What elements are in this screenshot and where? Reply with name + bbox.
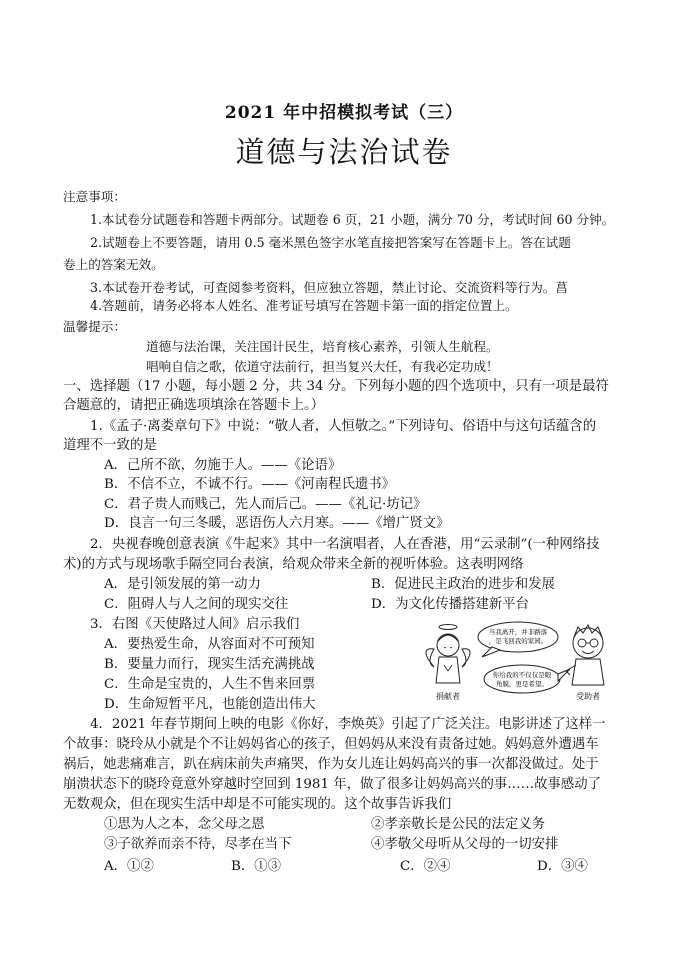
- recipient-figure-icon: [566, 625, 604, 685]
- notice-item-3: 3.本试卷开卷考试，可查阅参考资料，但应独立答题，禁止讨论、交流资料等行为。菖: [90, 280, 568, 295]
- angel-figure-icon: [426, 625, 470, 684]
- cartoon-label-recipient: 受助者: [576, 692, 600, 701]
- q2-option-c[interactable]: C．阻碍人与人之间的现实交往: [104, 597, 289, 612]
- q4-option-c[interactable]: C．②④: [400, 859, 451, 874]
- q2-option-a[interactable]: A．是引领发展的第一动力: [104, 577, 261, 592]
- q1-stem-line-1: 1.《孟子·离娄章句下》中说：“敬人者，人恒敬之。”下列诗句、俗语中与这句话蕴含的: [90, 419, 597, 434]
- q4-option-b[interactable]: B．①③: [231, 859, 282, 874]
- q4-stem-line-1: 4．2021 年春节期间上映的电影《你好，李焕英》引起了广泛关注。电影讲述了这样一: [90, 717, 606, 732]
- cartoon-bubble-bottom-line-2: 角膜，更是希望。: [496, 680, 548, 688]
- q1-option-b[interactable]: B．不信不立，不诚不行。——《河南程氏遗书》: [104, 477, 396, 492]
- cartoon-bubble-top-line-2: ，是飞回我的家园。: [488, 637, 548, 645]
- q4-option-a[interactable]: A．①②: [104, 859, 154, 874]
- cartoon-bubble-bottom-line-1: 你给我的不仅仅是眼: [492, 671, 552, 679]
- subject-title: 道德与法治试卷: [235, 135, 453, 169]
- cartoon-label-donor: 捐献者: [436, 692, 460, 701]
- q4-statement-2: ②孝亲敬长是公民的法定义务: [371, 817, 546, 832]
- angel-cartoon-image: [420, 619, 615, 709]
- section-heading-line-1: 一、选择题（17 小题，每小题 2 分，共 34 分。下列每小题的四个选项中，只有一项是最符: [63, 379, 609, 394]
- notice-item-2-cont: 卷上的答案无效。: [63, 257, 164, 272]
- q1-option-a[interactable]: A．己所不欲，勿施于人。——《论语》: [104, 458, 342, 473]
- tips-line-1: 道德与法治课，关注国计民生，培育核心素养，引领人生航程。: [146, 339, 499, 354]
- q3-option-a[interactable]: A．要热爱生命，从容面对不可预知: [104, 637, 315, 652]
- q4-stem-line-3: 祸后，她悲痛难言，趴在病床前失声痛哭，作为女儿连让妈妈高兴的事一次都没做过。处于: [63, 757, 599, 772]
- q4-stem-line-2: 个故事：晓玲从小就是个不让妈妈省心的孩子，但妈妈从来没有责备过她。妈妈意外遭遇车: [63, 737, 599, 752]
- q4-option-d[interactable]: D．③④: [537, 859, 588, 874]
- q2-stem-line-1: 2．央视春晚创意表演《牛起来》其中一名演唱者，人在香港，用“云录制”(一种网络技: [90, 537, 600, 552]
- tips-heading: 温馨提示：: [63, 319, 126, 334]
- q4-stem-line-5: 无数观众，但在现实生活中却是不可能实现的。这个故事告诉我们: [63, 797, 452, 812]
- notice-heading: 注意事项：: [63, 189, 126, 204]
- q1-stem-line-2: 道理不一致的是: [63, 438, 157, 453]
- q2-option-d[interactable]: D．为文化传播搭建新平台: [371, 597, 530, 612]
- q1-option-d[interactable]: D．良言一句三冬暖，恶语伤人六月寒。——《增广贤文》: [104, 516, 450, 531]
- section-heading-line-2: 合题意的，请把正确选项填涂在答题卡上。）: [63, 398, 325, 413]
- q2-option-b[interactable]: B．促进民主政治的进步和发展: [371, 577, 555, 592]
- notice-item-1: 1.本试卷分试题卷和答题卡两部分。试题卷 6 页，21 小题，满分 70 分，考试时间 60 分钟。: [90, 212, 615, 227]
- q3-option-b[interactable]: B．要量力而行，现实生活充满挑战: [104, 657, 315, 672]
- q4-stem-line-4: 崩溃状态下的晓玲竟意外穿越时空回到 1981 年，做了很多让妈妈高兴的事……故事感动了: [63, 777, 602, 792]
- q2-stem-line-2: 术)的方式与现场歌手隔空同台表演，给观众带来全新的视听体验。这表明网络: [63, 557, 524, 572]
- q3-option-d[interactable]: D．生命短暂平凡，也能创造出伟大: [104, 697, 316, 712]
- q3-stem: 3．右图《天使路过人间》启示我们: [90, 617, 300, 632]
- q4-statement-3: ③子欲养而亲不待，尽孝在当下: [104, 837, 292, 852]
- cartoon-bubble-top-line-1: 当我离开，并非路落: [488, 628, 548, 636]
- q3-option-c[interactable]: C．生命是宝贵的，人生不售来回票: [104, 677, 316, 692]
- notice-item-2: 2.试题卷上不要答题，请用 0.5 毫米黑色签字水笔直接把答案写在答题卡上。答在试题: [90, 235, 571, 250]
- tips-line-2: 唱响自信之歌，依道守法前行，担当复兴大任，有我必定功成！: [146, 359, 499, 374]
- q1-option-c[interactable]: C．君子贵人而贱己，先人而后己。——《礼记·坊记》: [104, 497, 427, 512]
- q4-statement-1: ①思为人之本，念父母之恩: [104, 817, 265, 832]
- q4-statement-4: ④孝敬父母听从父母的一切安排: [371, 837, 559, 852]
- notice-item-4: 4.答题前，请务必将本人姓名、准考证号填写在答题卡第一面的指定位置上。: [90, 298, 518, 313]
- exam-title: 2021 年中招模拟考试（三）: [224, 103, 464, 123]
